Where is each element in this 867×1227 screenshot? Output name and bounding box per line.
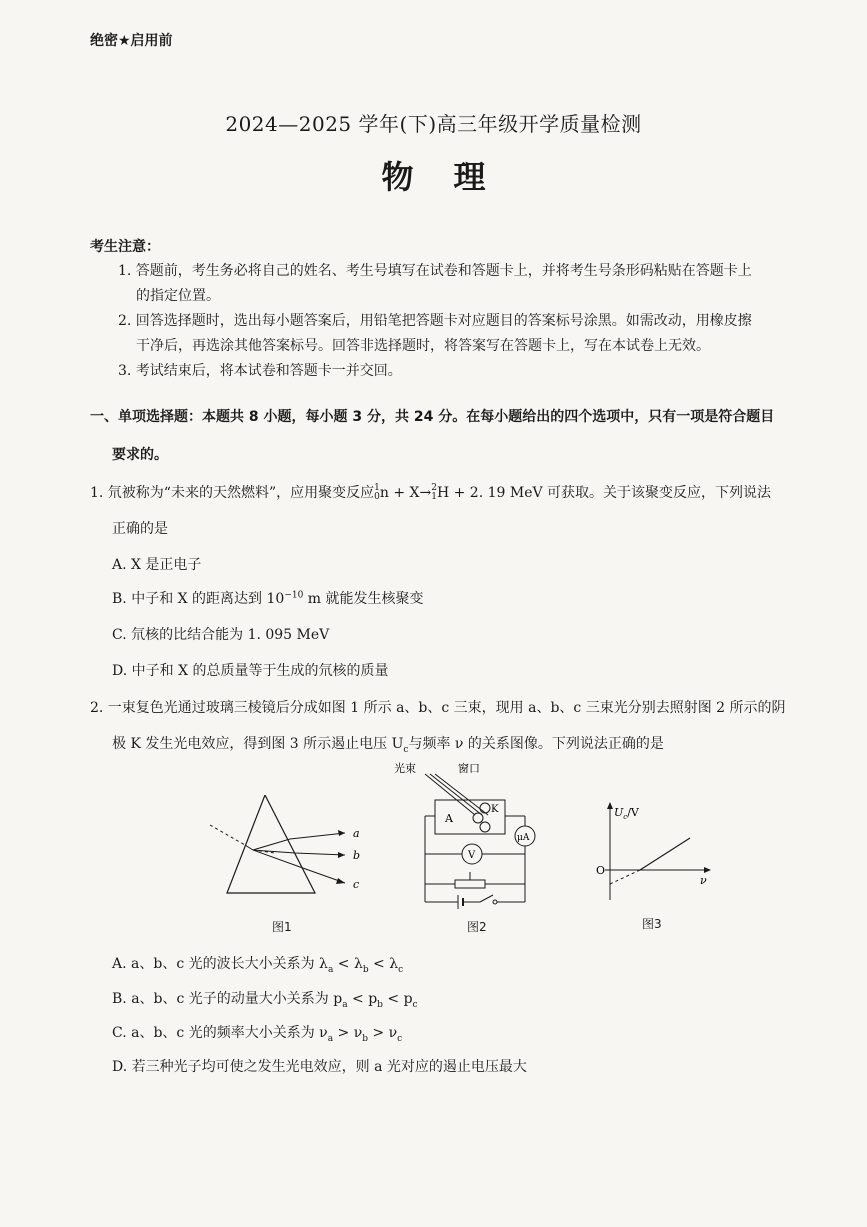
ray-label-b: b <box>353 849 361 862</box>
notice-item: 干净后，再选涂其他答案标号。回答非选择题时，将答案写在答题卡上，写在本试卷上无效。 <box>136 338 710 354</box>
label-anode: A <box>445 812 453 825</box>
ray-label-a: a <box>353 827 360 840</box>
prism-triangle <box>227 795 315 893</box>
rheostat <box>455 880 485 888</box>
microammeter-label: μA <box>517 833 530 843</box>
arrow-c <box>336 878 345 884</box>
x-axis-label: ν <box>700 874 707 887</box>
incident-ray-dashed <box>210 825 245 845</box>
q2-option-d: D. 若三种光子均可使之发生光电效应，则 a 光对应的遏止电压最大 <box>112 1059 527 1075</box>
subject-title: 物理 <box>381 158 526 196</box>
q1-option-b-exp: −10 <box>284 590 304 601</box>
notice-item: 3. 考试结束后，将本试卷和答题卡一并交回。 <box>118 363 402 379</box>
q1-option-b-post: m 就能发生核聚变 <box>303 591 424 607</box>
q1-option-b <box>112 588 424 608</box>
ray-b <box>253 850 345 855</box>
label-window: 窗口 <box>458 762 480 775</box>
q2-option-a-pre: A. a、b、c 光的波长大小关系为 λ <box>112 956 328 972</box>
figure1-prism-diagram <box>205 795 375 935</box>
q2-option-b-mid2: < p <box>382 991 413 1007</box>
q1-stem: 1. 氘被称为“未来的天然燃料”，应用聚变反应1 0n + X→2 1H + 2. 19 MeV 可获取。关于该聚变反应，下列说法 <box>90 483 772 502</box>
q2-option-c-mid: > ν <box>333 1025 363 1041</box>
arrow-a <box>338 830 345 836</box>
section-heading-cont: 要求的。 <box>112 447 168 463</box>
q2-option-b-mid: < p <box>347 991 378 1007</box>
q2-option-a-mid: < λ <box>333 956 363 972</box>
exam-title: 2024—2025 学年(下)高三年级开学质量检测 <box>225 112 642 136</box>
q1-option-d: D. 中子和 X 的总质量等于生成的氘核的质量 <box>112 663 389 679</box>
label-cathode: K <box>491 804 499 815</box>
notice-heading: 考生注意： <box>90 239 160 255</box>
label-light-beam: 光束 <box>394 762 416 775</box>
y-axis-label: $U_c/V$ <box>614 806 639 821</box>
notice-item: 的指定位置。 <box>136 288 220 304</box>
q1-option-a: A. X 是正电子 <box>112 557 202 573</box>
uc-line <box>640 838 690 870</box>
q2-stem-line2-post: 与频率 ν 的关系图像。下列说法正确的是 <box>408 736 664 752</box>
nuclide-neutron: 1 0n <box>374 483 389 502</box>
figure3-graph <box>590 800 720 910</box>
q2-option-c-pre: C. a、b、c 光的频率大小关系为 ν <box>112 1025 328 1041</box>
q2-option-c: C. a、b、c 光的频率大小关系为 $\nu_a > \nu_b > \nu_c$ <box>112 1025 403 1044</box>
q1-stem-pre: 1. 氘被称为“未来的天然燃料”，应用聚变反应 <box>90 485 375 501</box>
q2-option-a-mid2: < λ <box>368 956 399 972</box>
q1-stem-post: H + 2. 19 MeV 可获取。关于该聚变反应，下列说法 <box>436 485 772 501</box>
arrow-b <box>338 852 345 858</box>
ray-a <box>253 833 345 850</box>
q1-option-b-pre: B. 中子和 X 的距离达到 10 <box>112 591 285 607</box>
switch <box>480 895 493 902</box>
origin-label: O <box>596 864 606 877</box>
nuclide-deuteron: 2 1 <box>431 483 437 502</box>
q2-option-b: B. a、b、c 光子的动量大小关系为 $p_a < p_b < p_c$ <box>112 991 418 1010</box>
notice-item: 1. 答题前，考生务必将自己的姓名、考生号填写在试卷和答题卡上，并将考生号条形码粘贴在答题卡上 <box>118 263 752 279</box>
ray-c <box>253 850 345 883</box>
extrapolated-line <box>610 870 640 884</box>
ray-label-c: c <box>353 878 360 891</box>
q1-stem-line2: 正确的是 <box>112 521 168 537</box>
figure1-caption: 图1 <box>272 920 292 934</box>
notice-item: 2. 回答选择题时，选出每小题答案后，用铅笔把答题卡对应题目的答案标号涂黑。如需改动，用橡皮擦 <box>118 313 752 329</box>
q2-option-b-pre: B. a、b、c 光子的动量大小关系为 p <box>112 991 343 1007</box>
q2-stem-line1: 2. 一束复色光通过玻璃三棱镜后分成如图 1 所示 a、b、c 三束，现用 a、b、c 三束光分别去照射图 2 所示的阴 <box>90 700 786 716</box>
figure2-caption: 图2 <box>467 920 487 934</box>
incident-ray <box>245 845 253 850</box>
section-heading: 一、单项选择题：本题共 8 小题，每小题 3 分，共 24 分。在每小题给出的四个选项中，只有一项是符合题目 <box>90 409 775 425</box>
figure3-caption: 图3 <box>642 917 662 931</box>
q2-option-a: A. a、b、c 光的波长大小关系为 $\lambda_a < \lambda_b < \lambda_c$ <box>112 956 404 975</box>
q2-stem-line2: 极 K 发生光电效应，得到图 3 所示遏止电压 $U_c$与频率 ν 的关系图像。下列说法正确的是 <box>112 736 664 755</box>
figure2-circuit-diagram <box>390 760 550 920</box>
q2-option-c-mid2: > ν <box>367 1025 398 1041</box>
voltmeter-label: V <box>468 850 476 861</box>
q2-stem-line2-pre: 极 K 发生光电效应，得到图 3 所示遏止电压 U <box>112 736 404 752</box>
secret-mark: 绝密★启用前 <box>90 33 173 49</box>
q1-option-c: C. 氘核的比结合能为 1. 095 MeV <box>112 627 330 643</box>
